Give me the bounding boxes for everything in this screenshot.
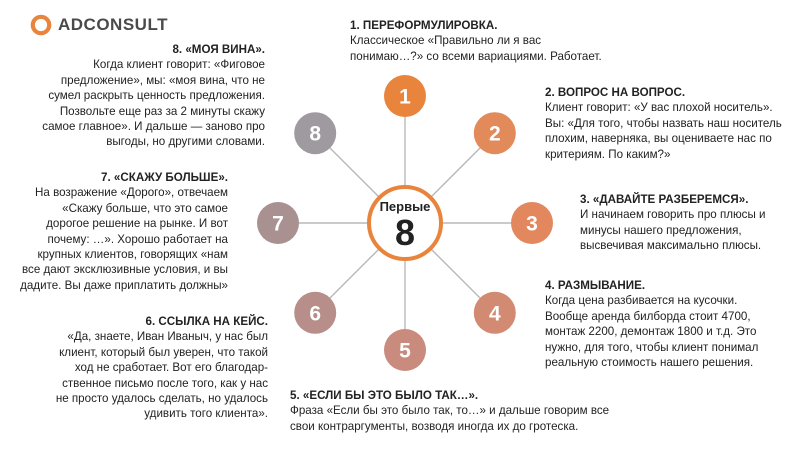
block-8 bbox=[12, 42, 265, 150]
node-2-label: 2 bbox=[488, 122, 501, 146]
brand-name: ADCONSULT bbox=[58, 15, 168, 34]
block-6-text: «Да, знаете, Иван Иваныч, у нас был клиент, который был уверен, что такой ход не сработает. Вот его благодар- ственное письмо после того, как у нас не просто удалось сделать, но удалось удивить того клиента». bbox=[55, 330, 268, 421]
block-7 bbox=[12, 170, 228, 293]
block-3 bbox=[580, 192, 795, 254]
node-1-label: 1 bbox=[399, 85, 411, 109]
block-4-text: Когда цена разбивается на кусочки. Вообще аренда билборда стоит 4700, монтаж 2200, демонтаж 1800 и т.д. Это нужно, для того, чтобы клиент понимал реальную стоимость нашего решения. bbox=[545, 294, 759, 370]
node-6 bbox=[294, 292, 336, 334]
node-6-label: 6 bbox=[309, 302, 322, 326]
block-4 bbox=[545, 278, 795, 370]
block-3-heading: 3. «ДАВАЙТЕ РАЗБЕРЕМСЯ». bbox=[580, 193, 749, 206]
block-5 bbox=[290, 388, 710, 434]
block-6 bbox=[12, 314, 268, 422]
node-4 bbox=[474, 292, 516, 334]
center-number: 8 bbox=[394, 212, 416, 253]
center-word: Первые bbox=[379, 199, 431, 214]
node-7 bbox=[257, 202, 299, 244]
block-5-heading: 5. «ЕСЛИ БЫ ЭТО БЫЛО ТАК…». bbox=[290, 389, 479, 402]
node-3-label: 3 bbox=[526, 212, 538, 236]
block-1-heading: 1. ПЕРЕФОРМУЛИРОВКА. bbox=[350, 19, 498, 32]
node-3 bbox=[511, 202, 553, 244]
node-4-label: 4 bbox=[488, 302, 501, 326]
node-1 bbox=[384, 75, 426, 117]
block-2 bbox=[545, 85, 795, 162]
node-7-label: 7 bbox=[272, 212, 284, 236]
block-1-text: Классическое «Правильно ли я вас понимаю…?» со всеми вариациями. Работает. bbox=[350, 34, 602, 63]
block-3-text: И начинаем говорить про плюсы и минусы нашего предложения, высвечивая максимально плюсы. bbox=[580, 208, 766, 253]
node-8 bbox=[294, 112, 336, 154]
block-2-heading: 2. ВОПРОС НА ВОПРОС. bbox=[545, 86, 686, 99]
node-2 bbox=[474, 112, 516, 154]
block-7-text: На возражение «Дорого», отвечаем «Скажу больше, что это самое дорогое решение на рынке. И вот почему: …». Хорошо работает на крупных клиентов, говорящих «нам все дают эксклюзивные условия, и вы дадите. Вы даже приплатить должны» bbox=[20, 186, 228, 292]
node-5-label: 5 bbox=[399, 339, 411, 363]
block-2-text: Клиент говорит: «У вас плохой носитель». Вы: «Для того, чтобы назвать наш носитель плохим, наверняка, вы оцениваете нас по критериям. По каким?» bbox=[545, 101, 782, 161]
block-7-heading: 7. «СКАЖУ БОЛЬШЕ». bbox=[101, 171, 228, 184]
block-4-heading: 4. РАЗМЫВАНИЕ. bbox=[545, 279, 646, 292]
block-6-heading: 6. ССЫЛКА НА КЕЙС. bbox=[145, 315, 268, 328]
node-8-label: 8 bbox=[309, 122, 322, 146]
node-5 bbox=[384, 329, 426, 371]
block-8-heading: 8. «МОЯ ВИНА». bbox=[172, 43, 265, 56]
center-hub bbox=[369, 187, 441, 259]
block-8-text: Когда клиент говорит: «Фиговое предложение», мы: «моя вина, что не сумел раскрыть ценность предложения. Позвольте еще раз за 2 минуты скажу самое главное». И дальше — заново про выгоды, но другими словами. bbox=[42, 58, 265, 149]
block-1 bbox=[350, 18, 650, 64]
block-5-text: Фраза «Если бы это было так, то…» и дальше говорим все свои контраргументы, возводя иногда их до гротеска. bbox=[290, 404, 610, 433]
